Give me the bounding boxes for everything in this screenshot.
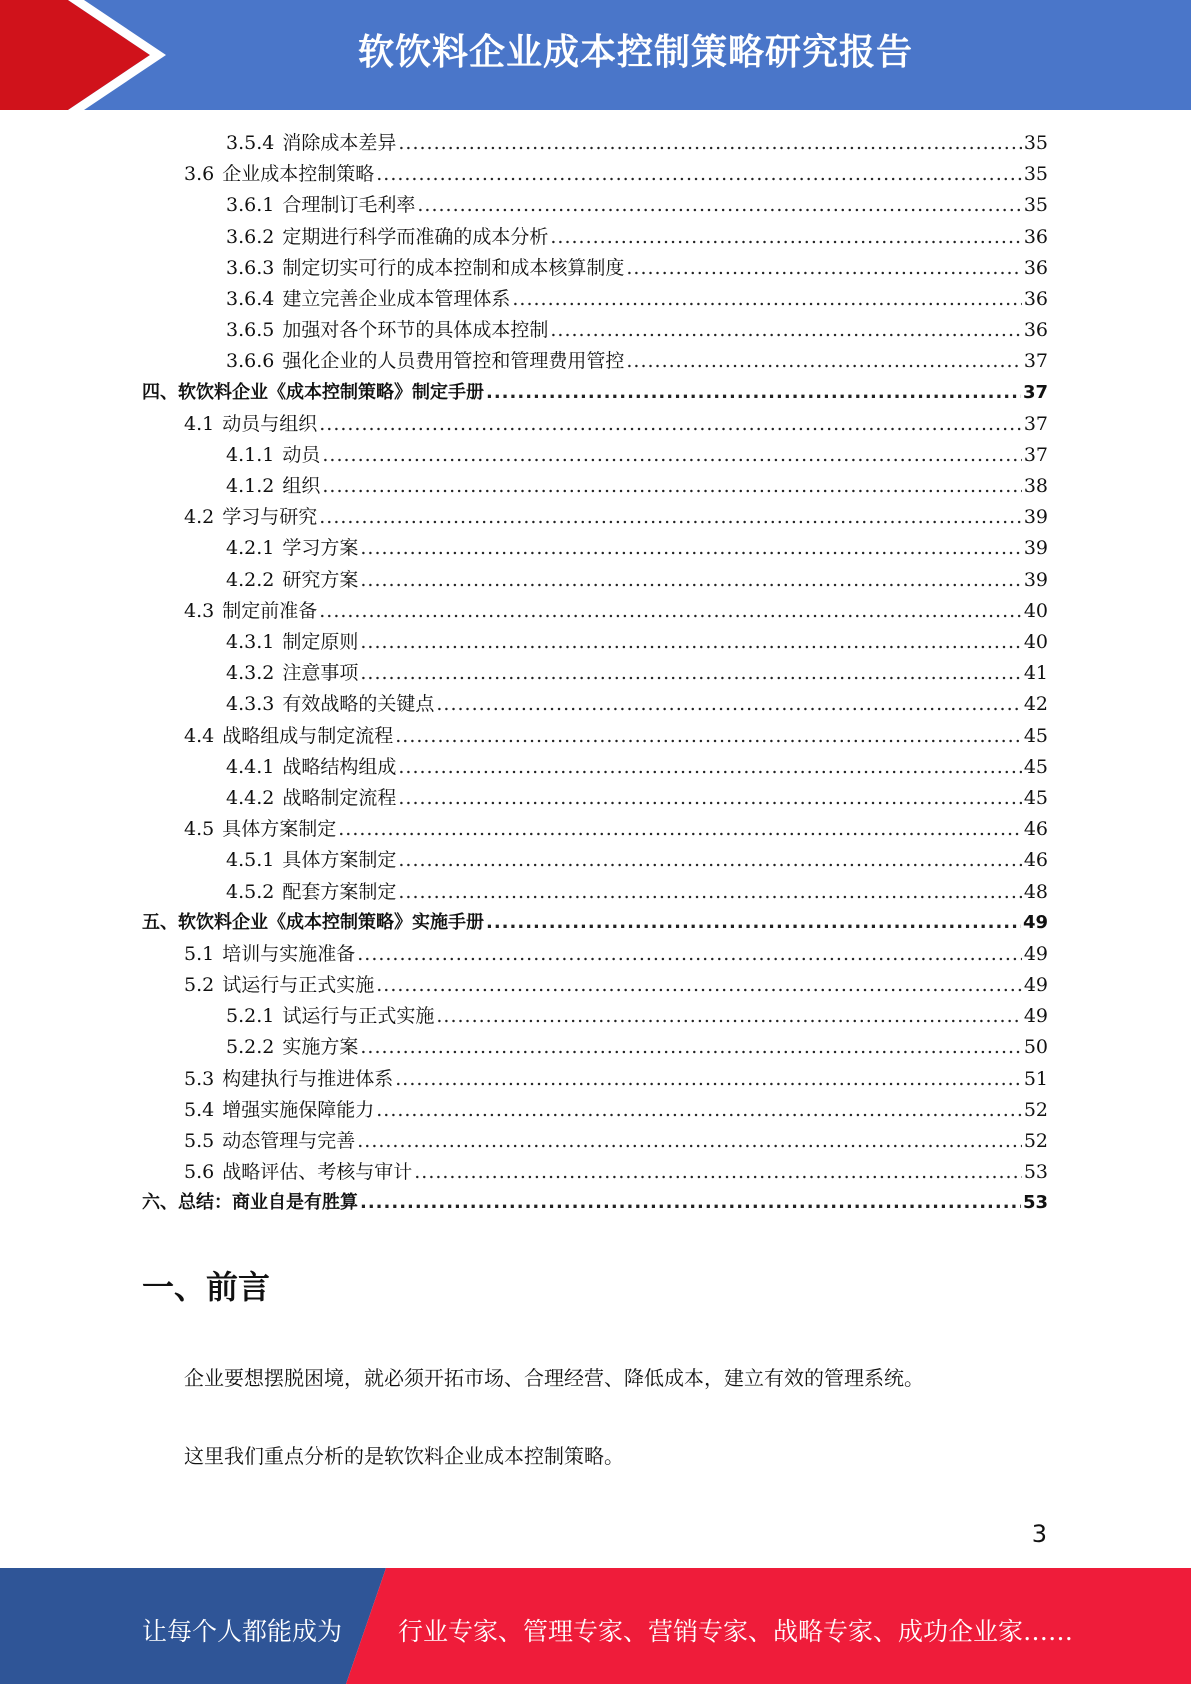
toc-entry-number: 5.2.2 — [226, 1036, 275, 1059]
toc-entry[interactable] — [142, 1064, 1048, 1095]
toc-entry-title: 试运行与正式实施 — [282, 1005, 435, 1028]
toc-leader-dots — [626, 257, 1021, 279]
toc-entry-title: 动员与组织 — [222, 412, 318, 435]
toc-entry-number: 5.2.1 — [226, 1005, 275, 1028]
toc-entry-number: 4.2.1 — [226, 537, 275, 560]
toc-entry[interactable] — [142, 440, 1048, 471]
toc-entry[interactable] — [142, 1157, 1048, 1188]
toc-entry-number: 3.5.4 — [226, 132, 275, 154]
toc-entry-title: 软饮料企业《成本控制策略》实施手册 — [178, 911, 484, 933]
toc-leader-dots — [319, 600, 1022, 622]
paragraph: 企业要想摆脱困境，就必须开拓市场、合理经营、降低成本，建立有效的管理系统。 — [184, 1366, 924, 1390]
table-of-contents — [142, 128, 1048, 1220]
toc-entry[interactable] — [142, 222, 1048, 253]
toc-entry-title: 研究方案 — [282, 568, 359, 591]
toc-entry[interactable] — [142, 409, 1048, 440]
toc-entry-page: 40 — [1023, 599, 1048, 622]
toc-entry-number: 5.3 — [184, 1067, 215, 1090]
toc-entry-title: 实施方案 — [282, 1036, 359, 1059]
toc-leader-dots — [376, 163, 1022, 185]
toc-entry[interactable] — [142, 315, 1048, 346]
page-header — [0, 0, 1191, 110]
toc-entry[interactable] — [142, 284, 1048, 315]
toc-entry[interactable] — [142, 658, 1048, 689]
toc-entry-number: 3.6.3 — [226, 256, 275, 279]
footer-slogan-left: 让每个人都能成为 — [142, 1617, 343, 1646]
toc-entry-page: 37 — [1023, 443, 1048, 466]
toc-leader-dots — [512, 288, 1021, 310]
toc-entry-title: 战略结构组成 — [282, 755, 397, 778]
toc-entry-number: 5.4 — [184, 1098, 215, 1121]
toc-entry-number: 3.6.6 — [226, 350, 275, 373]
toc-entry-page: 39 — [1023, 568, 1048, 591]
toc-entry-title: 制定前准备 — [222, 599, 318, 622]
toc-leader-dots — [550, 319, 1021, 341]
toc-entry-title: 具体方案制定 — [222, 818, 337, 841]
toc-entry-page: 40 — [1023, 631, 1048, 653]
toc-entry-title: 总结：商业自是有胜算 — [178, 1192, 358, 1214]
toc-entry-title: 企业成本控制策略 — [222, 163, 375, 186]
toc-entry-number: 4.3.2 — [226, 662, 275, 685]
toc-leader-dots — [417, 194, 1021, 216]
toc-entry-page: 53 — [1022, 1192, 1048, 1214]
toc-entry-number: 5.1 — [184, 942, 215, 965]
toc-entry-number: 4.5.1 — [226, 849, 275, 872]
toc-entry-page: 39 — [1023, 506, 1048, 529]
toc-entry-number: 5.5 — [184, 1130, 215, 1152]
toc-entry-page: 46 — [1023, 818, 1048, 841]
toc-leader-dots — [414, 1161, 1022, 1183]
toc-leader-dots — [357, 1130, 1022, 1152]
toc-entry-title: 试运行与正式实施 — [222, 974, 375, 997]
toc-leader-dots — [357, 943, 1022, 965]
toc-entry-title: 组织 — [282, 475, 321, 498]
toc-entry-title: 注意事项 — [282, 662, 359, 685]
toc-entry-number: 4.5 — [184, 818, 215, 841]
toc-entry[interactable] — [142, 346, 1048, 377]
toc-entry[interactable] — [142, 1001, 1048, 1032]
toc-leader-dots — [436, 693, 1021, 715]
toc-entry[interactable] — [142, 565, 1048, 596]
section-heading: 一、前言 — [142, 1268, 271, 1306]
toc-entry-title: 消除成本差异 — [282, 132, 397, 154]
toc-entry-number: 4.2 — [184, 506, 215, 529]
toc-leader-dots — [319, 413, 1022, 435]
toc-entry-number: 3.6.5 — [226, 319, 275, 342]
toc-entry-page: 39 — [1023, 537, 1048, 560]
toc-entry-number: 4.2.2 — [226, 568, 275, 591]
toc-entry-page: 49 — [1023, 942, 1048, 965]
toc-entry[interactable] — [142, 128, 1048, 159]
toc-entry[interactable] — [142, 1126, 1048, 1157]
toc-entry-title: 配套方案制定 — [282, 880, 397, 903]
toc-leader-dots — [338, 818, 1022, 840]
toc-leader-dots — [360, 537, 1021, 559]
toc-entry[interactable] — [142, 689, 1048, 720]
toc-entry-number: 五、 — [142, 911, 178, 933]
toc-leader-dots — [550, 226, 1021, 248]
toc-entry-page: 35 — [1023, 163, 1048, 186]
toc-entry-number: 5.2 — [184, 974, 215, 997]
toc-entry[interactable] — [142, 596, 1048, 627]
toc-entry[interactable] — [142, 970, 1048, 1001]
toc-entry-page: 52 — [1023, 1098, 1048, 1121]
toc-entry[interactable] — [142, 752, 1048, 783]
toc-entry-page: 48 — [1023, 880, 1048, 903]
toc-entry-page: 45 — [1023, 786, 1048, 809]
toc-entry-number: 4.5.2 — [226, 880, 275, 903]
toc-entry-page: 46 — [1023, 849, 1048, 872]
toc-entry[interactable] — [142, 908, 1048, 939]
toc-entry-title: 合理制订毛利率 — [282, 194, 416, 217]
toc-leader-dots — [398, 849, 1021, 871]
toc-entry-title: 战略评估、考核与审计 — [222, 1161, 413, 1184]
toc-entry-title: 增强实施保障能力 — [222, 1098, 375, 1121]
toc-entry-number: 4.4 — [184, 724, 215, 747]
toc-leader-dots — [486, 912, 1021, 933]
toc-entry-page: 35 — [1023, 132, 1048, 154]
toc-entry-number: 4.1.2 — [226, 475, 275, 498]
page-number: 3 — [1031, 1520, 1047, 1548]
toc-entry[interactable] — [142, 1032, 1048, 1063]
toc-leader-dots — [360, 569, 1021, 591]
toc-entry[interactable] — [142, 190, 1048, 221]
toc-entry[interactable] — [142, 877, 1048, 908]
toc-entry-page: 36 — [1023, 256, 1048, 279]
toc-entry-number: 4.4.1 — [226, 755, 275, 778]
toc-entry-page: 49 — [1022, 911, 1048, 933]
toc-entry[interactable] — [142, 471, 1048, 502]
toc-entry-title: 动态管理与完善 — [222, 1130, 356, 1152]
toc-entry-number: 4.3.3 — [226, 693, 275, 716]
toc-entry[interactable] — [142, 845, 1048, 876]
toc-entry[interactable] — [142, 533, 1048, 564]
toc-entry-title: 动员 — [282, 443, 321, 466]
toc-leader-dots — [398, 881, 1021, 903]
toc-entry-number: 5.6 — [184, 1161, 215, 1184]
toc-entry-page: 37 — [1022, 381, 1048, 403]
toc-entry-title: 培训与实施准备 — [222, 942, 356, 965]
toc-entry-title: 战略组成与制定流程 — [222, 724, 394, 747]
toc-entry-title: 软饮料企业《成本控制策略》制定手册 — [178, 381, 484, 403]
toc-entry-number: 四、 — [142, 381, 178, 403]
toc-entry-title: 战略制定流程 — [282, 786, 397, 809]
toc-entry-title: 具体方案制定 — [282, 849, 397, 872]
toc-leader-dots — [322, 444, 1021, 466]
toc-leader-dots — [376, 1099, 1022, 1121]
toc-entry[interactable] — [142, 627, 1048, 658]
toc-entry[interactable] — [142, 939, 1048, 970]
toc-entry[interactable] — [142, 1095, 1048, 1126]
toc-entry-number: 3.6 — [184, 163, 215, 186]
toc-entry-title: 定期进行科学而准确的成本分析 — [282, 225, 549, 248]
footer-slogan-right: 行业专家、管理专家、营销专家、战略专家、成功企业家…… — [398, 1617, 1074, 1646]
toc-entry-page: 53 — [1023, 1161, 1048, 1184]
toc-entry-title: 强化企业的人员费用管控和管理费用管控 — [282, 350, 625, 373]
toc-leader-dots — [626, 350, 1021, 372]
toc-leader-dots — [360, 662, 1021, 684]
toc-entry-number: 3.6.2 — [226, 225, 275, 248]
toc-leader-dots — [376, 974, 1022, 996]
toc-entry-page: 37 — [1023, 350, 1048, 373]
toc-entry-page: 41 — [1023, 662, 1048, 685]
toc-entry[interactable] — [142, 1188, 1048, 1219]
toc-entry-title: 有效战略的关键点 — [282, 693, 435, 716]
toc-entry-page: 36 — [1023, 287, 1048, 310]
toc-leader-dots — [398, 787, 1021, 809]
toc-entry-title: 制定原则 — [282, 631, 359, 653]
toc-entry-number: 4.1.1 — [226, 443, 275, 466]
toc-entry[interactable] — [142, 721, 1048, 752]
report-title: 软饮料企业成本控制策略研究报告 — [357, 32, 913, 73]
toc-entry-page: 42 — [1023, 693, 1048, 716]
toc-entry-number: 六、 — [142, 1192, 178, 1214]
toc-entry-number: 4.4.2 — [226, 786, 275, 809]
toc-entry-page: 50 — [1023, 1036, 1048, 1059]
toc-entry[interactable] — [142, 253, 1048, 284]
toc-entry-page: 36 — [1023, 225, 1048, 248]
toc-leader-dots — [360, 1036, 1021, 1058]
toc-entry-page: 37 — [1023, 412, 1048, 435]
toc-entry-title: 制定切实可行的成本控制和成本核算制度 — [282, 256, 625, 279]
toc-leader-dots — [486, 382, 1021, 403]
toc-entry-title: 加强对各个环节的具体成本控制 — [282, 319, 549, 342]
page-footer — [0, 1568, 1191, 1684]
toc-leader-dots — [436, 1005, 1021, 1027]
toc-entry[interactable] — [142, 814, 1048, 845]
toc-entry[interactable] — [142, 159, 1048, 190]
toc-leader-dots — [398, 756, 1021, 778]
toc-entry-number: 4.3.1 — [226, 631, 275, 653]
toc-entry-page: 49 — [1023, 974, 1048, 997]
toc-entry[interactable] — [142, 502, 1048, 533]
toc-entry-page: 52 — [1023, 1130, 1048, 1152]
toc-leader-dots — [395, 1068, 1022, 1090]
toc-entry-title: 学习方案 — [282, 537, 359, 560]
paragraph: 这里我们重点分析的是软饮料企业成本控制策略。 — [184, 1444, 624, 1468]
toc-entry[interactable] — [142, 378, 1048, 409]
toc-entry-title: 学习与研究 — [222, 506, 318, 529]
toc-entry-page: 49 — [1023, 1005, 1048, 1028]
toc-entry-number: 4.1 — [184, 412, 215, 435]
toc-entry-page: 45 — [1023, 755, 1048, 778]
toc-entry-number: 4.3 — [184, 599, 215, 622]
toc-leader-dots — [322, 475, 1021, 497]
toc-entry-page: 38 — [1023, 475, 1048, 498]
toc-entry-title: 构建执行与推进体系 — [222, 1067, 394, 1090]
toc-entry-number: 3.6.4 — [226, 287, 275, 310]
toc-entry-page: 51 — [1023, 1067, 1048, 1090]
toc-leader-dots — [395, 725, 1022, 747]
toc-leader-dots — [360, 631, 1021, 653]
toc-entry-page: 36 — [1023, 319, 1048, 342]
toc-leader-dots — [319, 506, 1022, 528]
toc-entry-page: 45 — [1023, 724, 1048, 747]
toc-entry-title: 建立完善企业成本管理体系 — [282, 287, 511, 310]
toc-entry-page: 35 — [1023, 194, 1048, 217]
toc-leader-dots — [360, 1192, 1021, 1213]
toc-entry[interactable] — [142, 783, 1048, 814]
toc-entry-number: 3.6.1 — [226, 194, 275, 217]
toc-leader-dots — [398, 132, 1021, 154]
